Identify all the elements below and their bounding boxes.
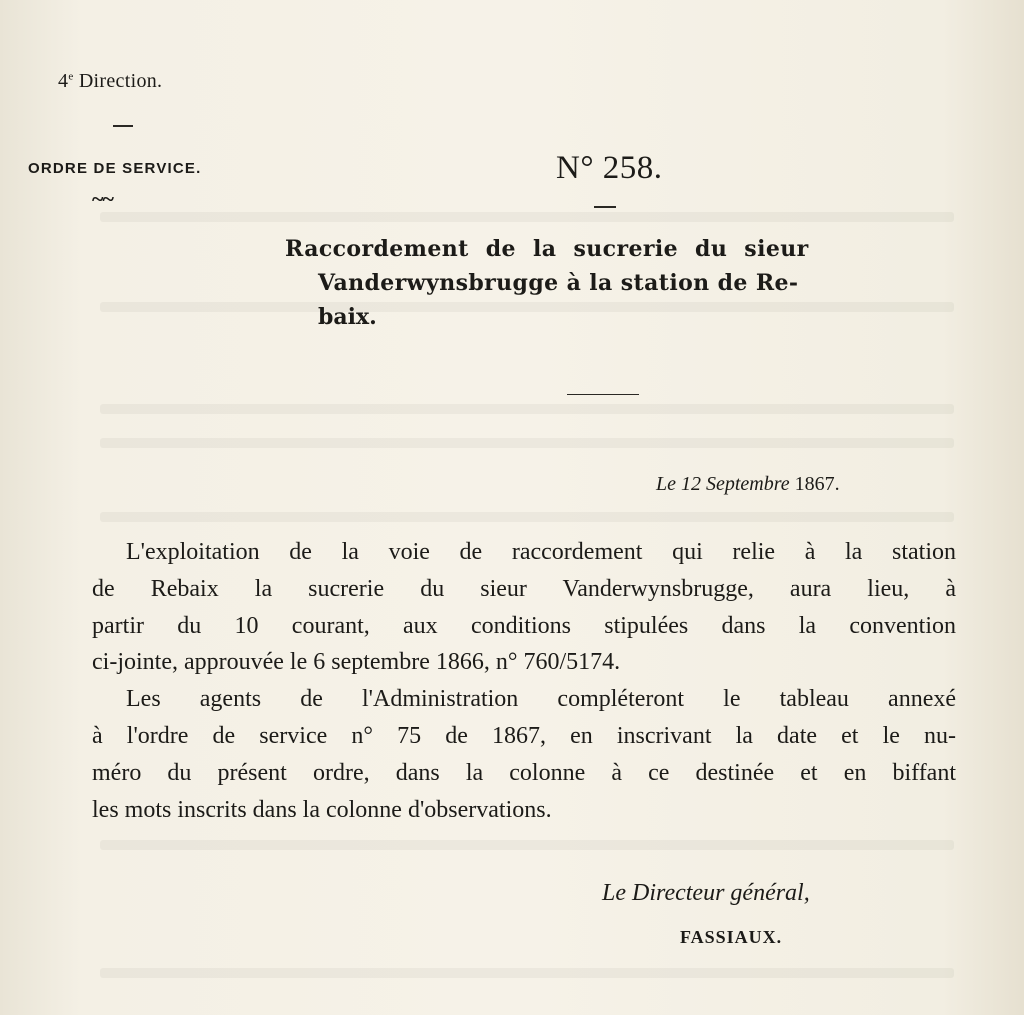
- paragraph-2: [92, 681, 956, 828]
- title-line: baix.: [318, 304, 377, 330]
- bleed-through-line: [100, 512, 954, 522]
- body-line: de Rebaix la sucrerie du sieur Vanderwynsbrugge, aura lieu, à: [92, 575, 956, 602]
- direction-text: Direction.: [78, 70, 163, 92]
- separator-dash: [594, 206, 616, 208]
- title-line: Raccordement de la sucrerie du sieur: [285, 236, 809, 262]
- body-line: Les agents de l'Administration compléteront le tableau annexé: [126, 686, 956, 713]
- paragraph-1: [92, 534, 956, 681]
- date-prefix: Le 12: [656, 473, 701, 495]
- order-date: [656, 473, 840, 496]
- bleed-through-line: [100, 840, 954, 850]
- order-number: N° 258.: [556, 150, 663, 186]
- section-label: ORDRE DE SERVICE.: [28, 160, 202, 177]
- bleed-through-line: [100, 212, 954, 222]
- body-line: les mots inscrits dans la colonne d'observations.: [92, 796, 552, 823]
- signature-title: Le Directeur général,: [602, 880, 810, 906]
- body-line: L'exploitation de la voie de raccordement qui relie à la station: [126, 539, 956, 565]
- body-line: méro du présent ordre, dans la colonne à ce destinée et en biffant: [92, 759, 956, 786]
- ornament-tilde: ~~: [92, 186, 113, 211]
- separator-dash: [113, 125, 133, 127]
- direction-label: [58, 70, 162, 93]
- body-line: ci-jointe, approuvée le 6 septembre 1866, n° 760/5174.: [92, 649, 621, 676]
- body-line: à l'ordre de service n° 75 de 1867, en inscrivant la date et le nu-: [92, 722, 956, 749]
- signature-name: FASSIAUX.: [680, 927, 783, 947]
- title-rule: [567, 394, 639, 395]
- order-body: [92, 534, 956, 828]
- date-month: Septembre: [706, 473, 790, 495]
- direction-superscript: e: [68, 70, 74, 83]
- bleed-through-line: [100, 968, 954, 978]
- date-year: 1867.: [794, 473, 840, 495]
- bleed-through-line: [100, 438, 954, 448]
- bleed-through-line: [100, 404, 954, 414]
- body-line: partir du 10 courant, aux conditions stipulées dans la convention: [92, 612, 956, 639]
- title-line: Vanderwynsbrugge à la station de Re-: [318, 270, 799, 296]
- order-title: [100, 232, 966, 334]
- direction-number: 4: [58, 70, 69, 92]
